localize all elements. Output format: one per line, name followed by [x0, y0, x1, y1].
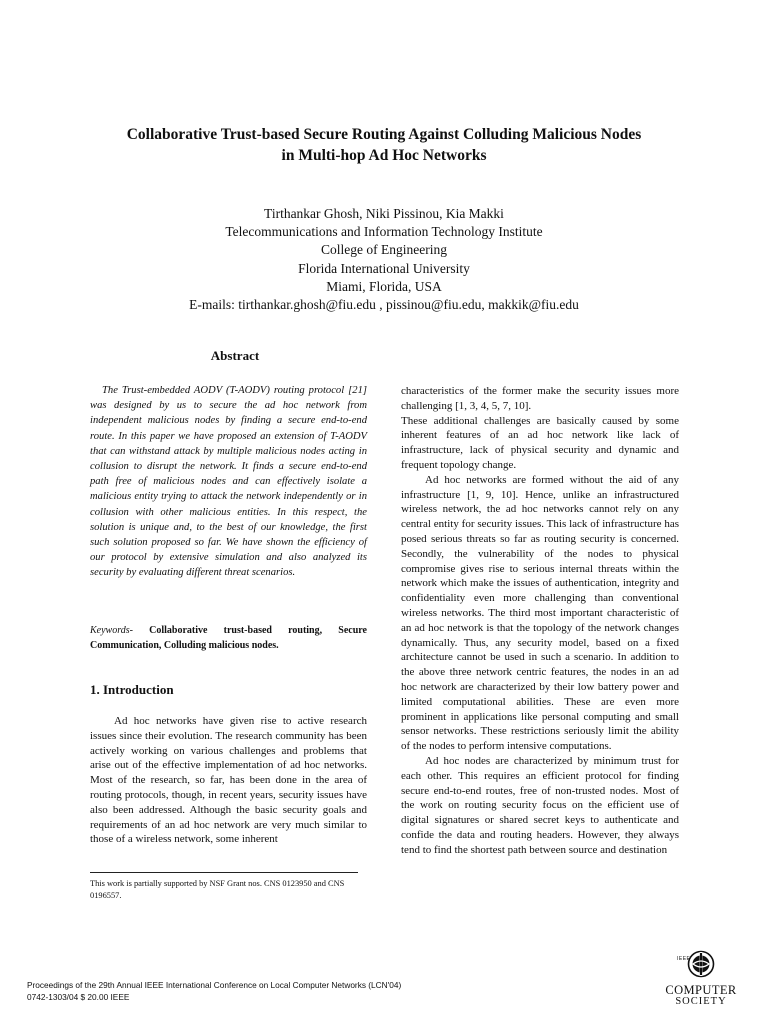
author-university: Florida International University — [298, 260, 470, 276]
author-institute: Telecommunications and Information Technology Institute — [225, 224, 543, 240]
logo-computer-text: COMPUTER — [665, 983, 737, 997]
footnote: This work is partially supported by NSF Grant nos. CNS 0123950 and CNS 0196557. — [90, 879, 345, 900]
proceedings-footer — [27, 979, 587, 1003]
introduction-paragraph: Ad hoc networks have given rise to active research issues since their evolution. The research community has been actively working on various challenges and problems that arise out of the effective implementation of ad hoc networks. Most of the research, so far, has been done in the area of routing protocols, though, in recent years, security issues have also been addressed. Although the basic security goals and requirements of an ad hoc network are very much similar to those of a wireless network, some inherent — [90, 715, 367, 846]
ieee-cs-emblem-icon — [687, 950, 715, 980]
introduction-heading: 1. Introduction — [90, 682, 174, 697]
right-paragraph-4: Ad hoc nodes are characterized by minimum trust for each other. This requires an efficient protocol for finding secure end-to-end routes, free of non-trusted nodes. Most of the work on routing security focus on the efficient use of digital signatures or shared secret keys to authenticate and confide the data and routing headers. However, they always tend to find the shortest path between source and destination — [401, 754, 679, 856]
author-block — [60, 205, 708, 314]
paper-title-line2: in Multi-hop Ad Hoc Networks — [281, 147, 487, 164]
abstract-body: The Trust-embedded AODV (T-AODV) routing protocol [21] was designed by us to secure the ad hoc network from independent malicious nodes by finding a secure end-to-end route. In this paper we have proposed an extension of T-AODV that can withstand attack by multiple malicious nodes acting in collusion to disrupt the network. It finds a secure end-to-end path free of malicious nodes and can effectively isolate a malicious entity trying to attack the network independently or in collusion with other malicious entities. In this respect, the solution is unique and, to the best of our knowledge, the first such solution proposed so far. We have shown the efficiency of our protocol by extensive simulation and also analyzed its security by evaluating different threat scenarios. — [90, 385, 367, 579]
proceedings-line1: Proceedings of the 29th Annual IEEE International Conference on Local Computer Networks (LCN'04) — [27, 980, 402, 990]
keywords — [90, 624, 367, 653]
right-paragraph-2: These additional challenges are basically caused by some inherent features of an ad hoc network like lack of infrastructure, lack of physical security and dynamic and frequent topology change. — [401, 414, 679, 471]
proceedings-line2: 0742-1303/04 $ 20.00 IEEE — [27, 992, 130, 1002]
right-paragraph-3: Ad hoc networks are formed without the aid of any infrastructure [1, 9, 10]. Hence, unlike an infrastructured wireless network, the ad hoc networks cannot rely on any central entity for security issues. This lack of infrastructure has posed serious threats so far as routing security is concerned. Secondly, the vulnerability of the nodes to physical compromise gives rise to serious internal threats within the network which make the issues of authentication, integrity and confidentiality even more challenging than conventional wireless networks. The third most important characteristic of an ad hoc network is that the topology of the network changes dynamically. Thus, any security model, based on a fixed architecture cannot be used in such a scenario. In addition to the above three network centric features, the nodes in an ad hoc network are characterized by their low battery power and limited computational abilities. These are even more prominent in applications like personal computing and small sensor networks. These restrictions seriously limit the ability of the nodes to perform intensive computations. — [401, 473, 679, 753]
author-emails: E-mails: tirthankar.ghosh@fiu.edu , pissinou@fiu.edu, makkik@fiu.edu — [189, 297, 579, 313]
author-college: College of Engineering — [321, 242, 447, 258]
right-paragraph-1: characteristics of the former make the security issues more challenging [1, 3, 4, 5, 7, 10]. — [401, 385, 679, 412]
abstract-heading: Abstract — [210, 348, 260, 363]
paper-title-line1: Collaborative Trust-based Secure Routing Against Colluding Malicious Nodes — [126, 126, 642, 143]
keywords-label: Keywords- — [90, 625, 133, 636]
computer-society-logo — [660, 950, 742, 1010]
author-names: Tirthankar Ghosh, Niki Pissinou, Kia Makki — [264, 206, 504, 221]
author-location: Miami, Florida, USA — [326, 278, 442, 294]
logo-ieee-text: IEEE — [677, 956, 691, 962]
footnote-divider — [90, 872, 358, 873]
logo-society-text: SOCIETY — [675, 996, 727, 1007]
right-column — [401, 384, 679, 858]
paper-title — [60, 124, 708, 166]
keywords-text: Collaborative trust-based routing, Secure Communication, Colluding malicious nodes. — [90, 625, 367, 651]
